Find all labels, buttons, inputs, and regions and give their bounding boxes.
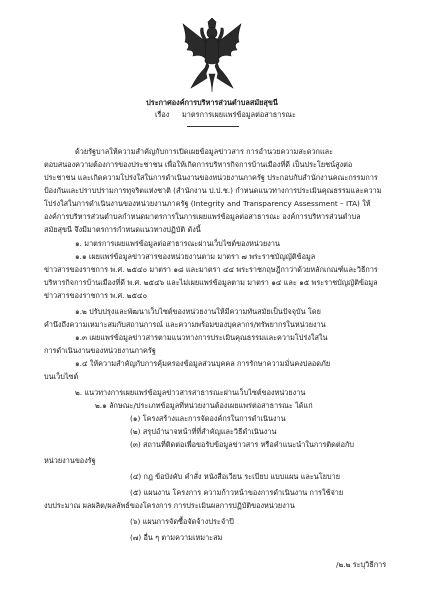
body-line: ข่าวสารของราชการ พ.ศ. ๒๕๔๐ [44,291,148,300]
document-title: ประกาศองค์การบริหารส่วนตำบลสมัยสุขนี [146,98,278,107]
section-heading: ๒. แนวทางการเผยแพร่ข้อมูลข่าวสารสาธารณะผ่านเว็บไซต์ของหน่วยงาน [75,388,306,397]
body-line: ๑.๔ ให้ความสำคัญกับการคุ้มครองข้อมูลส่วนบุคคล การรักษาความมั่นคงปลอดภัย [75,359,331,368]
body-line: ตอบสนองความต้องการของประชาชน เพื่อให้เกิดการบริหารกิจการบ้านเมืองที่ดี เป็นประโยชน์สูงต่อ [44,160,353,169]
list-item: (๔) กฎ ข้อบังคับ คำสั่ง หนังสือเวียน ระเบียบ แบบแผน และนโยบาย [130,472,340,481]
section-heading: ๑. มาตรการเผยแพร่ข้อมูลต่อสาธารณะผ่านเว็บไซต์ของหน่วยงาน [75,239,280,248]
garuda-emblem [181,18,243,92]
list-item: (๓) สถานที่ติดต่อเพื่อขอรับข้อมูลข่าวสาร หรือคำแนะนำในการติดต่อกับ [130,440,355,449]
body-line: สมัยสุขนี จึงมีมาตรการกำหนดแนวทางปฏิบัติ ดังนี้ [44,225,201,234]
body-line: คำนึงถึงความเหมาะสมกับสถานการณ์ และความพร้อมของบุคลากร/ทรัพยากรในหน่วยงาน [44,320,326,329]
body-line: ข่าวสารของราชการ พ.ศ. ๒๕๔๐ มาตรา ๑๘ และมาตรา ๔๔ พระราชกฤษฎีกาว่าด้วยหลักเกณฑ์และวิธีการ [44,265,378,274]
list-item: (๖) แผนการจัดซื้อจัดจ้างประจำปี [130,517,234,526]
body-line: ๑.๒ ปรับปรุงและพัฒนาเว็บไซต์ของหน่วยงานให้มีความทันสมัยเป็นปัจจุบัน โดย [75,307,321,316]
list-item: (๕) แผนงาน โครงการ ความก้าวหน้าของการดำเนินงาน การใช้จ่าย [130,488,344,497]
list-item: (๒) สรุปอำนาจหน้าที่ที่สำคัญและวิธีดำเนินงาน [130,427,277,436]
subject-text: มาตรการเผยแพร่ข้อมูลต่อสาธารณะ [182,110,296,119]
body-line: ป้องกันและปราบปรามการทุจริตแห่งชาติ (สำนักงาน ป.ป.ช.) กำหนดแนวทางการประเมินคุณธรรมและความ [44,186,382,195]
body-line: บริหารกิจการบ้านเมืองที่ดี พ.ศ. ๒๕๔๖ และไม่เผยแพร่ข้อมูลตาม มาตรา ๑๔ และ ๑๕ พระราชบัญญัติข้อมูล [44,278,378,287]
continuation-marker: /๒.๒ ระบุวิธีการ [336,560,387,569]
body-line: หน่วยงานของรัฐ [44,456,96,465]
list-item: (๑) โครงสร้างและการจัดองค์กรในการดำเนินงาน [130,414,286,423]
body-line: ๑.๑ เผยแพร่ข้อมูลข่าวสารของหน่วยงานตาม มาตรา ๗ พระราชบัญญัติข้อมูล [75,252,316,261]
body-line: ๑.๓ เผยแพร่ข้อมูลข่าวสารตามแนวทางการประเมินคุณธรรมและความโปร่งใสใน [75,333,328,342]
subject-label: เรื่อง [155,110,170,119]
body-line: บนเว็บไซต์ [44,372,79,381]
list-item: (๗) อื่น ๆ ตามความเหมาะสม [130,533,223,542]
body-line: งบประมาณ ผลผลิต/ผลลัพธ์ของโครงการ การประเมินผลการปฏิบัติของหน่วยงาน [44,501,295,510]
body-line: โปร่งใสในการดำเนินงานของหน่วยงานภาครัฐ (Integrity and Transparency Assessment – ITA) ให้ [44,199,371,208]
body-line: ประชาชน และเกิดความโปร่งใสในการดำเนินงานของหน่วยงานภาครัฐ ประกอบกับสำนักงานคณะกรรมการ [44,173,378,182]
body-line: ๒.๑ ลักษณะ/ประเภทข้อมูลที่หน่วยงานต้องเผยแพร่ต่อสาธารณะ ได้แก่ [95,401,313,410]
title-divider [187,126,239,127]
body-line: ด้วยรัฐบาลให้ความสำคัญกับการเปิดเผยข้อมูลข่าวสาร การอำนวยความสะดวกและ [75,147,334,156]
body-line: การดำเนินงานของหน่วยงานภาครัฐ [44,346,156,355]
body-line: องค์การบริหารส่วนตำบลกำหนดมาตรการในการเผยแพร่ข้อมูลต่อสาธารณะ องค์การบริหารส่วนตำบล [44,212,361,221]
